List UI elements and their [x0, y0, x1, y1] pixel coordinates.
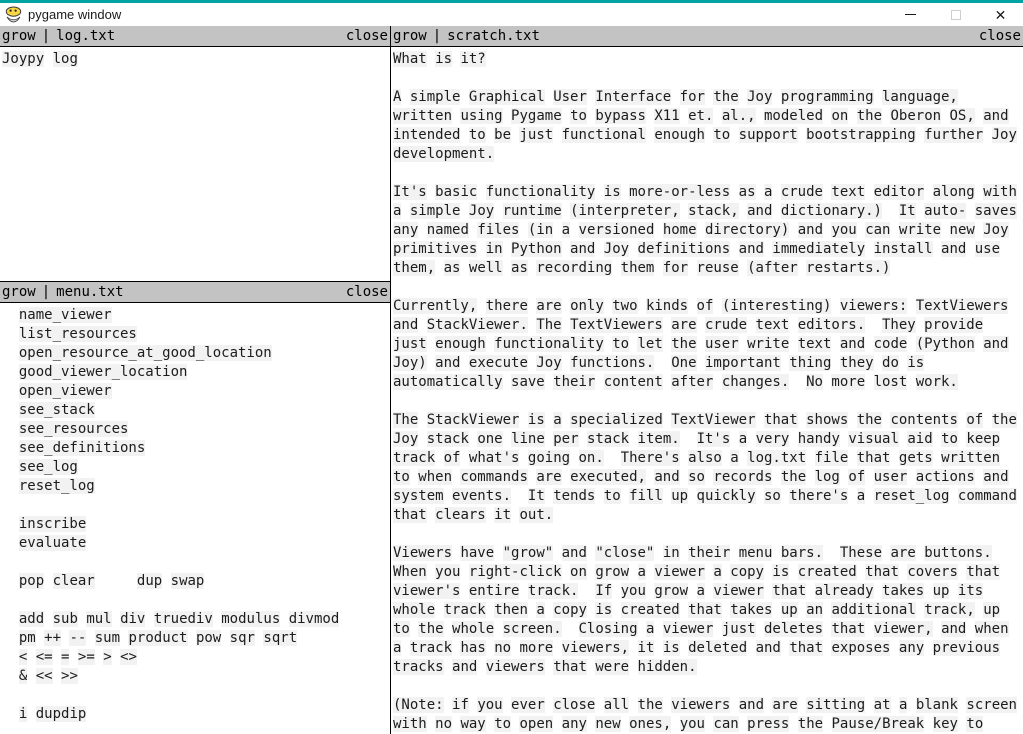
text-line: written using Pygame to bypass X11 et. al., modeled on the Oberon OS, and — [393, 108, 1009, 124]
menubar-separator: | — [41, 28, 51, 44]
grow-button[interactable]: grow — [2, 28, 36, 44]
log-filename: log.txt — [56, 28, 116, 44]
workspace — [0, 26, 1023, 734]
text-line: with no way to open any new ones, you can press the Pause/Break key to — [393, 716, 984, 732]
minimize-button[interactable] — [888, 3, 933, 26]
text-line: pm ++ -- sum product pow sqr sqrt — [18, 630, 298, 646]
text-line — [393, 392, 1023, 411]
close-viewer-button[interactable]: close — [978, 28, 1021, 44]
text-line: Joy stack one line per stack item. It's a very handy visual aid to keep — [393, 431, 1001, 447]
text-line: list_resources — [18, 326, 137, 342]
menubar-separator: | — [41, 284, 51, 300]
maximize-icon — [951, 10, 961, 20]
close-viewer-button[interactable]: close — [345, 284, 388, 300]
menubar-separator: | — [432, 28, 442, 44]
text-line: When you right-click on grow a viewer a copy is created that covers that — [393, 564, 1001, 580]
minimize-icon — [905, 14, 916, 15]
window-title: pygame window — [28, 7, 122, 22]
text-line: automatically save their content after changes. No more lost work. — [393, 374, 958, 390]
text-line: What is it? — [393, 51, 486, 67]
text-line: reset_log — [18, 478, 95, 494]
text-line: add sub mul div truediv modulus divmod — [18, 611, 340, 627]
text-line — [2, 686, 390, 705]
close-viewer-button[interactable]: close — [345, 28, 388, 44]
text-line: that clears it out. — [393, 507, 554, 523]
text-line: to the whole screen. Closing a viewer just deletes that viewer, and when — [393, 621, 1009, 637]
menu-viewer — [0, 281, 390, 734]
log-menubar — [0, 26, 390, 47]
maximize-button[interactable] — [933, 3, 978, 26]
text-line: development. — [393, 146, 495, 162]
text-line: to when commands are executed, and so records the log of user actions and — [393, 469, 1009, 485]
text-line: evaluate — [18, 535, 87, 551]
scratch-text-area[interactable] — [391, 47, 1023, 734]
scratch-filename: scratch.txt — [447, 28, 540, 44]
text-line: open_resource_at_good_location — [18, 345, 272, 361]
text-line: i dupdip — [18, 706, 87, 722]
menu-filename: menu.txt — [56, 284, 124, 300]
text-line: see_definitions — [18, 440, 146, 456]
text-line: open_viewer — [18, 383, 112, 399]
text-line: whole track then a copy is created that takes up an additional track, up — [393, 602, 1001, 618]
grow-button[interactable]: grow — [393, 28, 427, 44]
text-line: primitives in Python and Joy definitions and immediately install and use — [393, 241, 1001, 257]
text-line: just enough functionality to let the user write text and code (Python and — [393, 336, 1009, 352]
text-line — [2, 553, 390, 572]
text-line — [393, 69, 1023, 88]
text-line: < <= = >= > <> — [18, 649, 137, 665]
text-line: intended to be just functional enough to support bootstrapping further Joy — [393, 127, 1017, 143]
text-line: see_stack — [18, 402, 95, 418]
text-line: system events. It tends to fill up quickly so there's a reset_log command — [393, 488, 1017, 504]
close-icon: ✕ — [994, 6, 1007, 23]
text-line: It's basic functionality is more-or-less as a crude text editor along with — [393, 184, 1017, 200]
text-line: viewer's entire track. If you grow a viewer that already takes up its — [393, 583, 984, 599]
text-line: see_resources — [18, 421, 129, 437]
text-line — [393, 278, 1023, 297]
text-line: any named files (in a versioned home directory) and you can write new Joy — [393, 222, 1009, 238]
text-line — [393, 164, 1023, 183]
text-line: & << >> — [18, 668, 78, 684]
pygame-snake-icon — [5, 6, 22, 23]
text-line: Viewers have "grow" and "close" in their menu bars. These are buttons. — [393, 545, 992, 561]
text-line: tracks and viewers that were hidden. — [393, 659, 697, 675]
text-line — [2, 496, 390, 515]
text-line: (Note: if you ever close all the viewers and are sitting at a blank screen — [393, 697, 1017, 713]
text-line: see_log — [18, 459, 78, 475]
text-line: a track has no more viewers, it is deleted and that exposes any previous — [393, 640, 1001, 656]
text-line — [393, 525, 1023, 544]
text-line — [393, 677, 1023, 696]
left-track — [0, 26, 390, 734]
text-line: name_viewer — [18, 307, 112, 323]
text-line: Currently, there are only two kinds of (interesting) viewers: TextViewers — [393, 298, 1009, 314]
scratch-viewer — [391, 26, 1023, 734]
text-line: track of what's going on. There's also a log.txt file that gets written — [393, 450, 1001, 466]
grow-button[interactable]: grow — [2, 284, 36, 300]
menu-text-area[interactable] — [0, 303, 390, 734]
text-line: pop clear dup swap — [18, 573, 205, 589]
window-titlebar — [0, 0, 1023, 26]
text-line: a simple Joy runtime (interpreter, stack, and dictionary.) It auto- saves — [393, 203, 1017, 219]
menu-menubar — [0, 282, 390, 303]
text-line: them, as well as recording them for reuse (after restarts.) — [393, 260, 891, 276]
log-text-area[interactable] — [0, 47, 390, 281]
text-line: The StackViewer is a specialized TextViewer that shows the contents of the — [393, 412, 1017, 428]
text-line: Joy) and execute Joy functions. One important thing they do is — [393, 355, 925, 371]
scratch-menubar — [391, 26, 1023, 47]
log-viewer — [0, 26, 390, 281]
text-line: and StackViewer. The TextViewers are crude text editors. They provide — [393, 317, 984, 333]
right-track — [390, 26, 1023, 734]
text-line — [2, 591, 390, 610]
text-line: good_viewer_location — [18, 364, 188, 380]
text-line: A simple Graphical User Interface for the Joy programming language, — [393, 89, 958, 105]
text-line: Joypy log — [2, 51, 78, 67]
text-line: inscribe — [18, 516, 87, 532]
caption-buttons — [888, 3, 1023, 26]
close-button[interactable] — [978, 3, 1023, 26]
